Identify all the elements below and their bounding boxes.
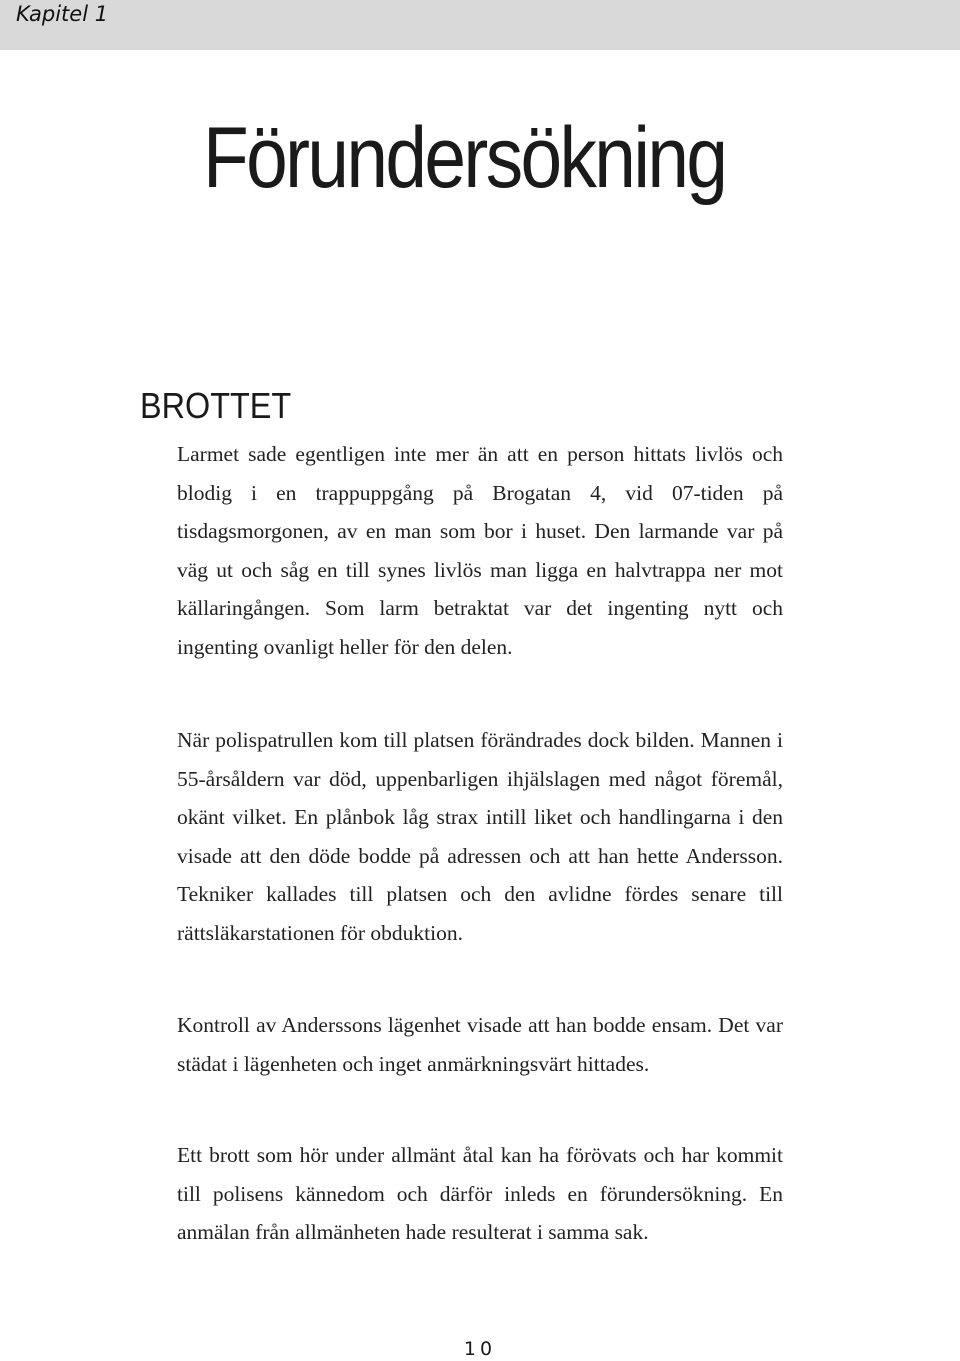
page-number: 10 [463, 1338, 497, 1360]
paragraph-apartment-check: Kontroll av Anderssons lägenhet visade att han bodde ensam. Det var städat i lägenheten och inget anmärkningsvärt hittades. [177, 1013, 783, 1076]
section-heading: BROTTET [140, 385, 292, 426]
chapter-label: Kapitel 1 [16, 2, 109, 26]
chapter-title: Förundersökning [203, 110, 726, 206]
paragraph-patrol-arrival: När polispatrullen kom till platsen förändrades dock bilden. Mannen i 55-årsåldern var död, uppenbarligen ihjälslagen med något föremål, okänt vilket. En plånbok låg strax intill liket och handlingarna i den visade att den döde bodde på adressen och att han hette Andersson. Tekniker kallades till platsen och den avlidne fördes senare till rättsläkarstationen för obduktion. [177, 728, 783, 945]
chapter-header-bar [0, 0, 960, 50]
paragraph-investigation-opened: Ett brott som hör under allmänt åtal kan ha förövats och har kommit till polisens kännedom och därför inleds en förundersökning. En anmälan från allmänheten hade resulterat i samma sak. [177, 1143, 783, 1245]
paragraph-crime-report: Larmet sade egentligen inte mer än att en person hittats livlös och blodig i en trappuppgång på Brogatan 4, vid 07-tiden på tisdagsmorgonen, av en man som bor i huset. Den larmande var på väg ut och såg en till synes livlös man ligga en halvtrappa ner mot källaringången. Som larm betraktat var det ingenting nytt och ingenting ovanligt heller för den delen. [177, 442, 783, 659]
